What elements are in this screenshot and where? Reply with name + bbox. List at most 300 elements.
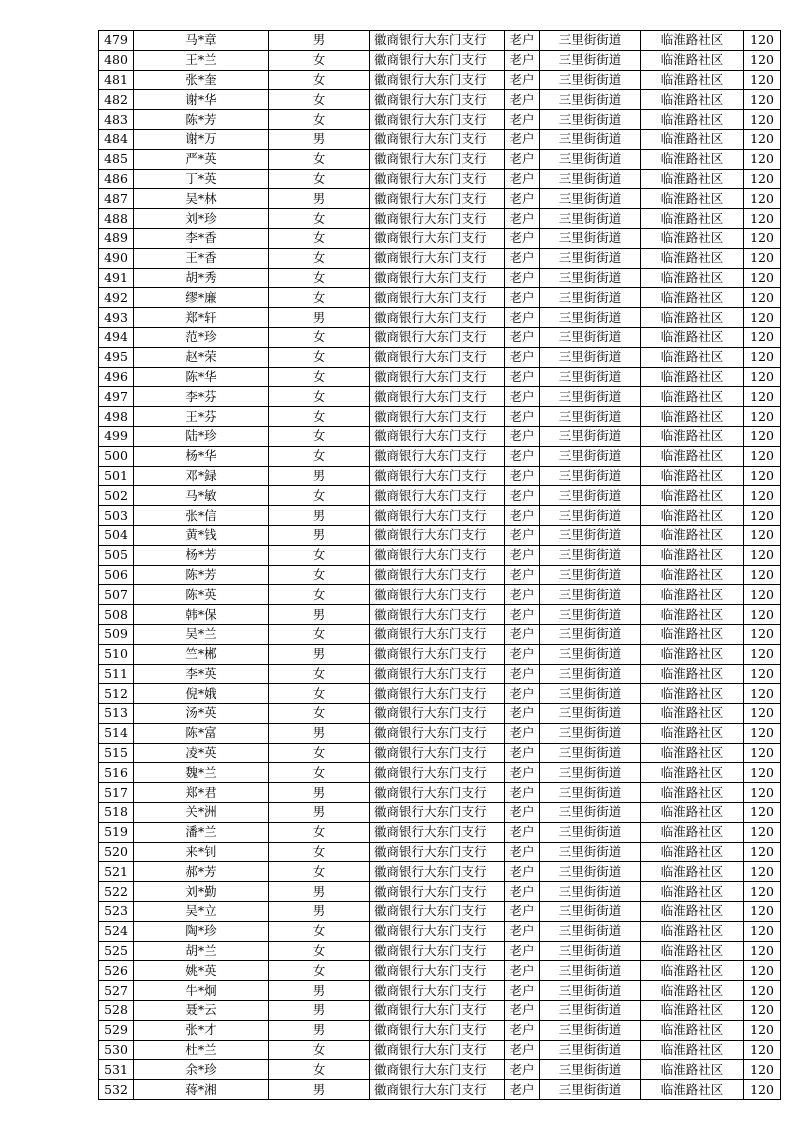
street-cell: 三里街街道: [540, 1040, 641, 1060]
account-type-cell: 老户: [505, 1080, 540, 1100]
table-row: [99, 228, 781, 248]
community-cell: 临淮路社区: [641, 1080, 744, 1100]
bank-cell: 徽商银行大东门支行: [370, 783, 505, 803]
street-cell: 三里街街道: [540, 486, 641, 506]
name-cell: 王*芬: [134, 407, 269, 427]
bank-cell: 徽商银行大东门支行: [370, 763, 505, 783]
street-cell: 三里街街道: [540, 743, 641, 763]
name-cell: 马*章: [134, 31, 269, 51]
community-cell: 临淮路社区: [641, 545, 744, 565]
row-number-cell: 500: [99, 446, 134, 466]
community-cell: 临淮路社区: [641, 1020, 744, 1040]
amount-cell: 120: [744, 209, 781, 229]
table-row: [99, 466, 781, 486]
account-type-cell: 老户: [505, 387, 540, 407]
table-row: [99, 506, 781, 526]
table-row: [99, 1060, 781, 1080]
community-cell: 临淮路社区: [641, 961, 744, 981]
gender-cell: 男: [269, 902, 370, 922]
row-number-cell: 482: [99, 90, 134, 110]
amount-cell: 120: [744, 129, 781, 149]
name-cell: 杨*芳: [134, 545, 269, 565]
account-type-cell: 老户: [505, 1020, 540, 1040]
row-number-cell: 504: [99, 525, 134, 545]
amount-cell: 120: [744, 308, 781, 328]
account-type-cell: 老户: [505, 129, 540, 149]
amount-cell: 120: [744, 426, 781, 446]
amount-cell: 120: [744, 644, 781, 664]
name-cell: 马*敏: [134, 486, 269, 506]
row-number-cell: 523: [99, 902, 134, 922]
community-cell: 临淮路社区: [641, 347, 744, 367]
account-type-cell: 老户: [505, 842, 540, 862]
amount-cell: 120: [744, 248, 781, 268]
account-type-cell: 老户: [505, 110, 540, 130]
account-type-cell: 老户: [505, 327, 540, 347]
bank-cell: 徽商银行大东门支行: [370, 149, 505, 169]
table-row: [99, 189, 781, 209]
community-cell: 临淮路社区: [641, 129, 744, 149]
gender-cell: 女: [269, 288, 370, 308]
street-cell: 三里街街道: [540, 565, 641, 585]
gender-cell: 男: [269, 308, 370, 328]
account-type-cell: 老户: [505, 803, 540, 823]
account-type-cell: 老户: [505, 50, 540, 70]
community-cell: 临淮路社区: [641, 387, 744, 407]
name-cell: 范*珍: [134, 327, 269, 347]
gender-cell: 女: [269, 565, 370, 585]
community-cell: 临淮路社区: [641, 466, 744, 486]
row-number-cell: 516: [99, 763, 134, 783]
account-type-cell: 老户: [505, 664, 540, 684]
bank-cell: 徽商银行大东门支行: [370, 228, 505, 248]
name-cell: 聂*云: [134, 1001, 269, 1021]
row-number-cell: 480: [99, 50, 134, 70]
bank-cell: 徽商银行大东门支行: [370, 1040, 505, 1060]
amount-cell: 120: [744, 842, 781, 862]
bank-cell: 徽商银行大东门支行: [370, 862, 505, 882]
row-number-cell: 508: [99, 605, 134, 625]
row-number-cell: 525: [99, 941, 134, 961]
table-row: [99, 1001, 781, 1021]
name-cell: 赵*荣: [134, 347, 269, 367]
community-cell: 临淮路社区: [641, 565, 744, 585]
gender-cell: 女: [269, 268, 370, 288]
street-cell: 三里街街道: [540, 347, 641, 367]
amount-cell: 120: [744, 31, 781, 51]
community-cell: 临淮路社区: [641, 50, 744, 70]
account-type-cell: 老户: [505, 169, 540, 189]
community-cell: 临淮路社区: [641, 110, 744, 130]
table-row: [99, 90, 781, 110]
account-type-cell: 老户: [505, 90, 540, 110]
amount-cell: 120: [744, 327, 781, 347]
name-cell: 邓*録: [134, 466, 269, 486]
account-type-cell: 老户: [505, 31, 540, 51]
account-type-cell: 老户: [505, 228, 540, 248]
table-row: [99, 149, 781, 169]
amount-cell: 120: [744, 446, 781, 466]
amount-cell: 120: [744, 189, 781, 209]
street-cell: 三里街街道: [540, 981, 641, 1001]
name-cell: 关*洲: [134, 803, 269, 823]
street-cell: 三里街街道: [540, 684, 641, 704]
row-number-cell: 490: [99, 248, 134, 268]
street-cell: 三里街街道: [540, 1060, 641, 1080]
amount-cell: 120: [744, 228, 781, 248]
community-cell: 临淮路社区: [641, 149, 744, 169]
name-cell: 陈*芳: [134, 565, 269, 585]
table-row: [99, 248, 781, 268]
bank-cell: 徽商银行大东门支行: [370, 169, 505, 189]
gender-cell: 女: [269, 763, 370, 783]
street-cell: 三里街街道: [540, 1001, 641, 1021]
row-number-cell: 505: [99, 545, 134, 565]
bank-cell: 徽商银行大东门支行: [370, 387, 505, 407]
community-cell: 临淮路社区: [641, 446, 744, 466]
street-cell: 三里街街道: [540, 506, 641, 526]
gender-cell: 女: [269, 486, 370, 506]
community-cell: 临淮路社区: [641, 209, 744, 229]
gender-cell: 女: [269, 822, 370, 842]
row-number-cell: 512: [99, 684, 134, 704]
gender-cell: 女: [269, 110, 370, 130]
community-cell: 临淮路社区: [641, 723, 744, 743]
community-cell: 临淮路社区: [641, 585, 744, 605]
table-row: [99, 644, 781, 664]
community-cell: 临淮路社区: [641, 1001, 744, 1021]
community-cell: 临淮路社区: [641, 981, 744, 1001]
account-type-cell: 老户: [505, 743, 540, 763]
community-cell: 临淮路社区: [641, 228, 744, 248]
street-cell: 三里街街道: [540, 605, 641, 625]
amount-cell: 120: [744, 1060, 781, 1080]
bank-cell: 徽商银行大东门支行: [370, 605, 505, 625]
row-number-cell: 503: [99, 506, 134, 526]
account-type-cell: 老户: [505, 268, 540, 288]
table-row: [99, 822, 781, 842]
row-number-cell: 502: [99, 486, 134, 506]
account-type-cell: 老户: [505, 407, 540, 427]
account-type-cell: 老户: [505, 506, 540, 526]
gender-cell: 女: [269, 228, 370, 248]
gender-cell: 女: [269, 941, 370, 961]
gender-cell: 女: [269, 743, 370, 763]
row-number-cell: 485: [99, 149, 134, 169]
bank-cell: 徽商银行大东门支行: [370, 367, 505, 387]
name-cell: 王*兰: [134, 50, 269, 70]
row-number-cell: 501: [99, 466, 134, 486]
street-cell: 三里街街道: [540, 545, 641, 565]
bank-cell: 徽商银行大东门支行: [370, 1060, 505, 1080]
amount-cell: 120: [744, 169, 781, 189]
gender-cell: 女: [269, 1060, 370, 1080]
street-cell: 三里街街道: [540, 902, 641, 922]
name-cell: 陈*华: [134, 367, 269, 387]
community-cell: 临淮路社区: [641, 704, 744, 724]
account-type-cell: 老户: [505, 902, 540, 922]
street-cell: 三里街街道: [540, 367, 641, 387]
community-cell: 临淮路社区: [641, 605, 744, 625]
gender-cell: 男: [269, 981, 370, 1001]
row-number-cell: 526: [99, 961, 134, 981]
gender-cell: 女: [269, 70, 370, 90]
amount-cell: 120: [744, 605, 781, 625]
row-number-cell: 479: [99, 31, 134, 51]
community-cell: 临淮路社区: [641, 941, 744, 961]
row-number-cell: 499: [99, 426, 134, 446]
table-row: [99, 367, 781, 387]
community-cell: 临淮路社区: [641, 486, 744, 506]
street-cell: 三里街街道: [540, 288, 641, 308]
table-row: [99, 387, 781, 407]
street-cell: 三里街街道: [540, 327, 641, 347]
table-row: [99, 308, 781, 328]
name-cell: 余*珍: [134, 1060, 269, 1080]
gender-cell: 男: [269, 1080, 370, 1100]
street-cell: 三里街街道: [540, 387, 641, 407]
street-cell: 三里街街道: [540, 525, 641, 545]
name-cell: 刘*勤: [134, 882, 269, 902]
row-number-cell: 519: [99, 822, 134, 842]
bank-cell: 徽商银行大东门支行: [370, 704, 505, 724]
amount-cell: 120: [744, 763, 781, 783]
name-cell: 姚*英: [134, 961, 269, 981]
bank-cell: 徽商银行大东门支行: [370, 347, 505, 367]
amount-cell: 120: [744, 723, 781, 743]
amount-cell: 120: [744, 506, 781, 526]
community-cell: 临淮路社区: [641, 921, 744, 941]
gender-cell: 女: [269, 407, 370, 427]
bank-cell: 徽商银行大东门支行: [370, 90, 505, 110]
table-row: [99, 941, 781, 961]
name-cell: 缪*廉: [134, 288, 269, 308]
street-cell: 三里街街道: [540, 466, 641, 486]
table-row: [99, 327, 781, 347]
street-cell: 三里街街道: [540, 308, 641, 328]
table-row: [99, 129, 781, 149]
amount-cell: 120: [744, 684, 781, 704]
bank-cell: 徽商银行大东门支行: [370, 50, 505, 70]
row-number-cell: 518: [99, 803, 134, 823]
gender-cell: 女: [269, 426, 370, 446]
gender-cell: 女: [269, 248, 370, 268]
table-row: [99, 1040, 781, 1060]
bank-cell: 徽商银行大东门支行: [370, 407, 505, 427]
amount-cell: 120: [744, 545, 781, 565]
account-type-cell: 老户: [505, 525, 540, 545]
gender-cell: 男: [269, 129, 370, 149]
name-cell: 陈*富: [134, 723, 269, 743]
bank-cell: 徽商银行大东门支行: [370, 110, 505, 130]
bank-cell: 徽商银行大东门支行: [370, 70, 505, 90]
amount-cell: 120: [744, 268, 781, 288]
gender-cell: 男: [269, 189, 370, 209]
account-type-cell: 老户: [505, 882, 540, 902]
name-cell: 杨*华: [134, 446, 269, 466]
table-row: [99, 1080, 781, 1100]
name-cell: 凌*英: [134, 743, 269, 763]
row-number-cell: 515: [99, 743, 134, 763]
row-number-cell: 506: [99, 565, 134, 585]
account-type-cell: 老户: [505, 149, 540, 169]
amount-cell: 120: [744, 149, 781, 169]
row-number-cell: 487: [99, 189, 134, 209]
account-type-cell: 老户: [505, 189, 540, 209]
account-type-cell: 老户: [505, 486, 540, 506]
amount-cell: 120: [744, 822, 781, 842]
amount-cell: 120: [744, 961, 781, 981]
gender-cell: 女: [269, 684, 370, 704]
community-cell: 临淮路社区: [641, 426, 744, 446]
bank-cell: 徽商银行大东门支行: [370, 466, 505, 486]
name-cell: 王*香: [134, 248, 269, 268]
street-cell: 三里街街道: [540, 50, 641, 70]
amount-cell: 120: [744, 486, 781, 506]
account-type-cell: 老户: [505, 308, 540, 328]
street-cell: 三里街街道: [540, 129, 641, 149]
table-row: [99, 605, 781, 625]
community-cell: 临淮路社区: [641, 803, 744, 823]
name-cell: 竺*郴: [134, 644, 269, 664]
bank-cell: 徽商银行大东门支行: [370, 426, 505, 446]
amount-cell: 120: [744, 803, 781, 823]
community-cell: 临淮路社区: [641, 822, 744, 842]
row-number-cell: 509: [99, 624, 134, 644]
street-cell: 三里街街道: [540, 624, 641, 644]
table-row: [99, 585, 781, 605]
table-row: [99, 209, 781, 229]
account-type-cell: 老户: [505, 209, 540, 229]
bank-cell: 徽商银行大东门支行: [370, 723, 505, 743]
name-cell: 韩*保: [134, 605, 269, 625]
name-cell: 陈*英: [134, 585, 269, 605]
account-type-cell: 老户: [505, 624, 540, 644]
gender-cell: 女: [269, 961, 370, 981]
row-number-cell: 481: [99, 70, 134, 90]
row-number-cell: 511: [99, 664, 134, 684]
amount-cell: 120: [744, 941, 781, 961]
table-row: [99, 921, 781, 941]
row-number-cell: 491: [99, 268, 134, 288]
row-number-cell: 488: [99, 209, 134, 229]
name-cell: 潘*兰: [134, 822, 269, 842]
gender-cell: 女: [269, 209, 370, 229]
name-cell: 李*芬: [134, 387, 269, 407]
community-cell: 临淮路社区: [641, 268, 744, 288]
row-number-cell: 528: [99, 1001, 134, 1021]
table-row: [99, 803, 781, 823]
table-row: [99, 981, 781, 1001]
amount-cell: 120: [744, 902, 781, 922]
amount-cell: 120: [744, 1040, 781, 1060]
amount-cell: 120: [744, 1001, 781, 1021]
row-number-cell: 486: [99, 169, 134, 189]
gender-cell: 女: [269, 169, 370, 189]
row-number-cell: 492: [99, 288, 134, 308]
name-cell: 陆*珍: [134, 426, 269, 446]
name-cell: 郑*君: [134, 783, 269, 803]
row-number-cell: 532: [99, 1080, 134, 1100]
table-row: [99, 446, 781, 466]
name-cell: 吴*立: [134, 902, 269, 922]
amount-cell: 120: [744, 110, 781, 130]
street-cell: 三里街街道: [540, 149, 641, 169]
name-cell: 陶*珍: [134, 921, 269, 941]
name-cell: 魏*兰: [134, 763, 269, 783]
name-cell: 胡*兰: [134, 941, 269, 961]
gender-cell: 男: [269, 644, 370, 664]
name-cell: 郝*芳: [134, 862, 269, 882]
street-cell: 三里街街道: [540, 961, 641, 981]
community-cell: 临淮路社区: [641, 902, 744, 922]
table-row: [99, 565, 781, 585]
bank-cell: 徽商银行大东门支行: [370, 664, 505, 684]
table-row: [99, 110, 781, 130]
table-row: [99, 545, 781, 565]
bank-cell: 徽商银行大东门支行: [370, 684, 505, 704]
bank-cell: 徽商银行大东门支行: [370, 941, 505, 961]
gender-cell: 女: [269, 90, 370, 110]
bank-cell: 徽商银行大东门支行: [370, 842, 505, 862]
name-cell: 胡*秀: [134, 268, 269, 288]
community-cell: 临淮路社区: [641, 862, 744, 882]
street-cell: 三里街街道: [540, 407, 641, 427]
community-cell: 临淮路社区: [641, 743, 744, 763]
name-cell: 刘*珍: [134, 209, 269, 229]
gender-cell: 男: [269, 882, 370, 902]
amount-cell: 120: [744, 743, 781, 763]
bank-cell: 徽商银行大东门支行: [370, 803, 505, 823]
roster-table-body: [99, 31, 781, 1100]
community-cell: 临淮路社区: [641, 288, 744, 308]
street-cell: 三里街街道: [540, 803, 641, 823]
community-cell: 临淮路社区: [641, 70, 744, 90]
table-row: [99, 169, 781, 189]
name-cell: 牛*炯: [134, 981, 269, 1001]
table-row: [99, 902, 781, 922]
gender-cell: 女: [269, 149, 370, 169]
amount-cell: 120: [744, 70, 781, 90]
row-number-cell: 531: [99, 1060, 134, 1080]
name-cell: 黄*钱: [134, 525, 269, 545]
name-cell: 李*香: [134, 228, 269, 248]
street-cell: 三里街街道: [540, 110, 641, 130]
table-row: [99, 50, 781, 70]
account-type-cell: 老户: [505, 367, 540, 387]
community-cell: 临淮路社区: [641, 664, 744, 684]
table-row: [99, 486, 781, 506]
table-row: [99, 624, 781, 644]
name-cell: 张*才: [134, 1020, 269, 1040]
name-cell: 谢*华: [134, 90, 269, 110]
gender-cell: 女: [269, 862, 370, 882]
street-cell: 三里街街道: [540, 1020, 641, 1040]
gender-cell: 女: [269, 327, 370, 347]
bank-cell: 徽商银行大东门支行: [370, 209, 505, 229]
bank-cell: 徽商银行大东门支行: [370, 288, 505, 308]
account-type-cell: 老户: [505, 1001, 540, 1021]
street-cell: 三里街街道: [540, 882, 641, 902]
gender-cell: 男: [269, 605, 370, 625]
bank-cell: 徽商银行大东门支行: [370, 902, 505, 922]
street-cell: 三里街街道: [540, 169, 641, 189]
table-row: [99, 70, 781, 90]
account-type-cell: 老户: [505, 70, 540, 90]
street-cell: 三里街街道: [540, 189, 641, 209]
amount-cell: 120: [744, 664, 781, 684]
gender-cell: 女: [269, 624, 370, 644]
